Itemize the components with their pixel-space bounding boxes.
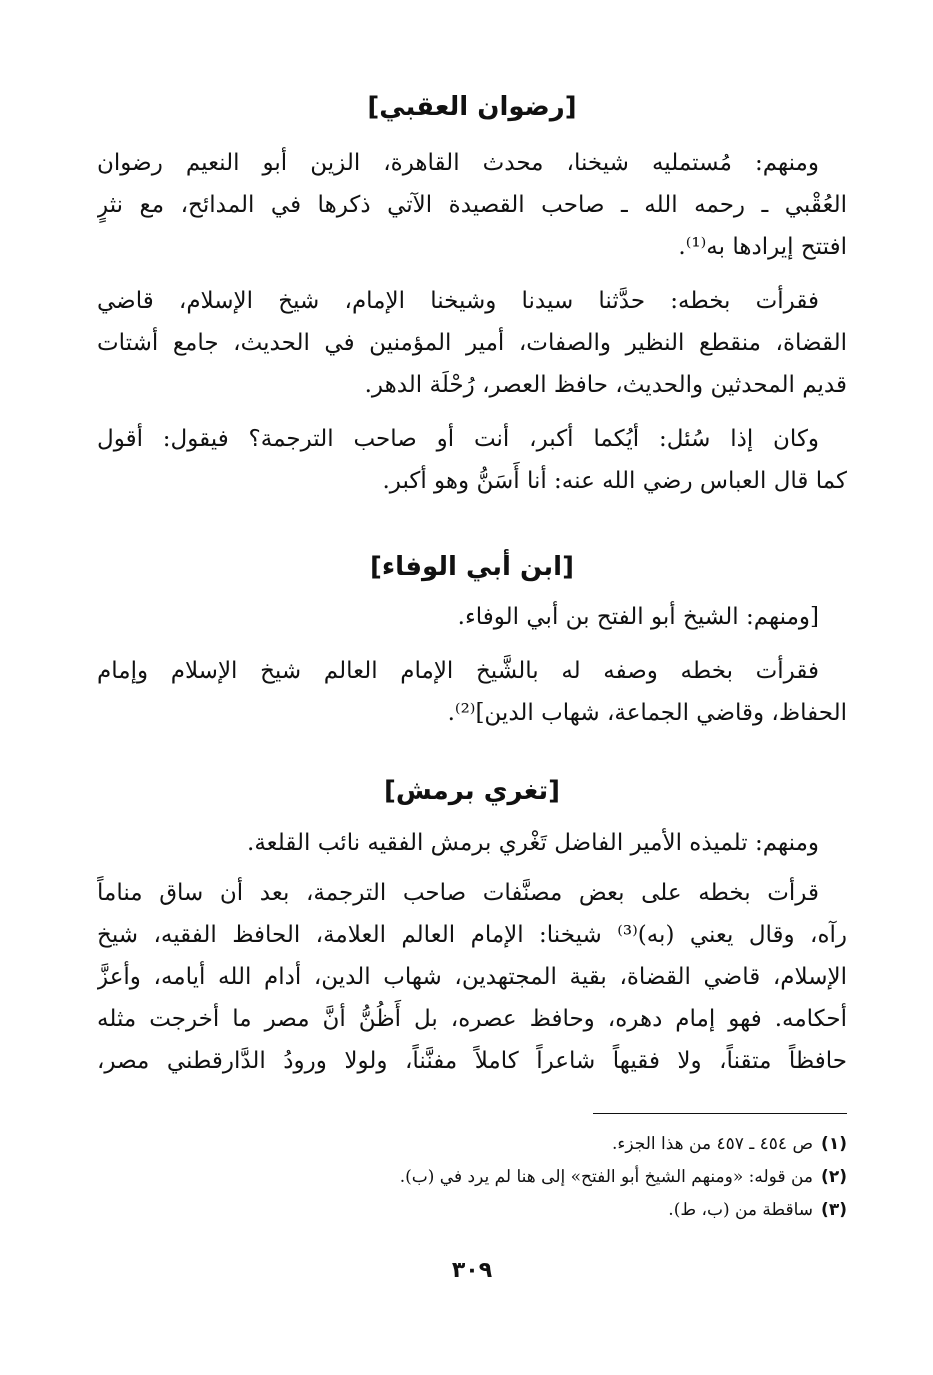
- footnote-text: من قوله: «ومنهم الشيخ أبو الفتح» إلى هنا لم يرد في (ب).: [399, 1167, 814, 1187]
- paragraph: [97, 822, 847, 864]
- text-line: قديم المحدثين والحديث، حافظ العصر، رُحْلَة الدهر.: [364, 372, 847, 398]
- text-line: الإسلام، قاضي القضاة، بقية المجتهدين، شهاب الدين، أدام الله أيامه، وأعزَّ: [97, 964, 847, 990]
- text-line: فقرأت بخطه: حدَّثنا سيدنا وشيخنا الإمام، شيخ الإسلام، قاضي: [97, 288, 819, 314]
- text-line: ومنهم: مُستمليه شيخنا، محدث القاهرة، الزين أبو النعيم رضوان: [97, 150, 819, 176]
- text-line: وكان إذا سُئل: أيُكما أكبر، أنت أو صاحب الترجمة؟ فيقول: أقول: [97, 426, 819, 452]
- text-line: حافظاً متقناً، ولا فقيهاً شاعراً كاملاً مفنَّناً، ولولا ورودُ الدَّارقطني مصر،: [97, 1048, 847, 1074]
- text-line: [ومنهم: الشيخ أبو الفتح بن أبي الوفاء.: [457, 604, 819, 630]
- footnote-number: (١): [821, 1134, 847, 1154]
- paragraph: [97, 418, 847, 502]
- text-line: العُقْبي ـ رحمه الله ـ صاحب القصيدة الآتي ذكرها في المدائح، مع نثرٍ: [97, 192, 847, 218]
- text-line: القضاة، منقطع النظير والصفات، أمير المؤمنين في الحديث، جامع أشتات: [97, 330, 847, 356]
- footnote: [97, 1194, 847, 1227]
- text-line: ومنهم: تلميذه الأمير الفاضل تَغْري برمش الفقيه نائب القلعة.: [247, 830, 819, 856]
- text-line: قرأت بخطه على بعض مصنَّفات صاحب الترجمة، بعد أن ساق مناماً: [97, 880, 819, 906]
- footnote-number: (٣): [821, 1200, 847, 1220]
- footnote-divider: [593, 1113, 847, 1114]
- text-line: رآه، وقال يعني (به)⁽³⁾ شيخنا: الإمام العالم العلامة، الحافظ الفقيه، شيخ: [97, 922, 847, 948]
- footnote-text: ساقطة من (ب، ط).: [668, 1200, 814, 1220]
- paragraph: [97, 872, 847, 1082]
- page-number: ٣٠٩: [451, 1258, 493, 1283]
- paragraph: [97, 596, 847, 638]
- footnote: [97, 1128, 847, 1161]
- book-page: [97, 0, 847, 1375]
- paragraph: [97, 142, 847, 268]
- footnote-number: (٢): [821, 1167, 847, 1187]
- paragraph: [97, 650, 847, 734]
- section-heading-ibn-abi-alwafa: [ابن أبي الوفاء]: [370, 552, 574, 582]
- text-line: كما قال العباس رضي الله عنه: أنا أَسَنُّ وهو أكبر.: [382, 468, 847, 494]
- footnote: [97, 1161, 847, 1194]
- text-line: افتتح إيرادها به⁽¹⁾.: [678, 234, 847, 260]
- section-heading-radwan: [رضوان العقبي]: [367, 92, 577, 122]
- footnote-text: ص ٤٥٤ ـ ٤٥٧ من هذا الجزء.: [611, 1134, 814, 1154]
- text-line: فقرأت بخطه وصفه له بالشَّيخ الإمام العالم شيخ الإسلام وإمام: [97, 658, 819, 684]
- text-line: الحفاظ، وقاضي الجماعة، شهاب الدين]⁽²⁾.: [447, 700, 847, 726]
- paragraph: [97, 280, 847, 406]
- text-line: أحكامه. فهو إمام دهره، وحافظ عصره، بل أَظُنُّ أنَّ مصر ما أخرجت مثله: [97, 1006, 847, 1032]
- section-heading-taghri-birmish: [تغري برمش]: [383, 776, 561, 806]
- footnotes: [97, 1128, 847, 1227]
